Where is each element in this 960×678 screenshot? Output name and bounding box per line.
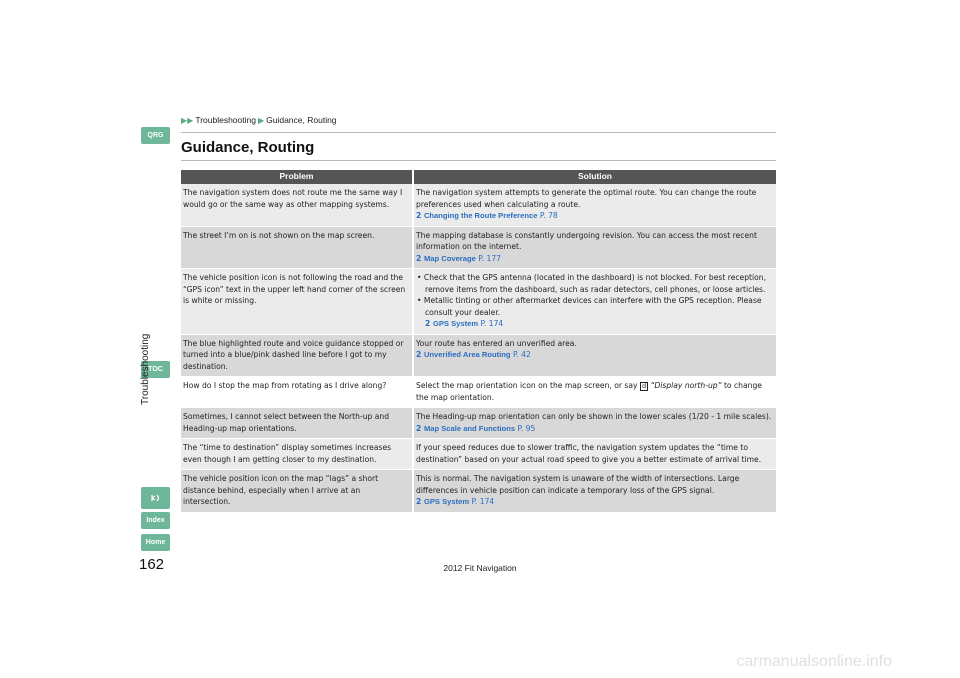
solution-cell <box>414 408 776 439</box>
cross-reference-link[interactable]: 2 Map Scale and Functions P. 95 <box>416 423 536 433</box>
cross-reference-link[interactable]: 2 Map Coverage P. 177 <box>416 253 501 263</box>
solution-cell <box>414 227 776 270</box>
breadcrumb-arrow-icon: ▶ <box>257 115 265 125</box>
table-row <box>181 439 776 470</box>
solution-cell: If your speed reduces due to slower traffic, the navigation system updates the “time to destination” based on your actual road speed to give you a better estimate of arrival time. <box>414 439 776 470</box>
solution-cell <box>414 470 776 513</box>
solution-text: This is normal. The navigation system is unaware of the width of intersections. Large differences in vehicle position can indicate a temporary loss of the GPS signal. <box>416 474 740 495</box>
solution-cell <box>414 335 776 378</box>
xref-arrow-icon: 2 <box>416 211 424 220</box>
cross-reference-link[interactable]: 2 GPS System P. 174 <box>416 497 495 506</box>
voice-command-glyph: d <box>641 382 647 390</box>
solution-text: The mapping database is constantly undergoing revision. You can access the most recent information on the internet. <box>416 230 757 251</box>
footer-text: 2012 Fit Navigation <box>443 563 517 573</box>
qrg-button[interactable]: QRG <box>141 127 170 144</box>
xref-arrow-icon: 2 <box>425 319 433 328</box>
problem-cell: The street I’m on is not shown on the map screen. <box>181 227 414 270</box>
toc-button[interactable]: TOC <box>141 361 170 378</box>
title-rule <box>181 160 776 161</box>
problem-cell: The vehicle position icon is not following the road and the “GPS icon” text in the upper left hand corner of the screen is white or missing. <box>181 269 414 335</box>
table-row <box>181 470 776 513</box>
xref-arrow-icon: 2 <box>416 423 424 433</box>
solution-cell <box>414 184 776 227</box>
solution-cell: Select the map orientation icon on the map screen, or say d “Display north-up” to change the map orientation. <box>414 377 776 408</box>
home-button[interactable]: Home <box>141 534 170 551</box>
cross-reference-link[interactable]: 2 Unverified Area Routing P. 42 <box>416 350 531 359</box>
watermark: carmanualsonline.info <box>736 653 892 670</box>
problem-cell: Sometimes, I cannot select between the North-up and Heading-up map orientations. <box>181 408 414 439</box>
xref-arrow-icon: 2 <box>416 253 424 263</box>
problem-cell: The vehicle position icon on the map “lags” a short distance behind, especially when I arrive at an intersection. <box>181 470 414 513</box>
bullet-item: • Metallic tinting or other aftermarket devices can interfere with the GPS reception. Please consult your dealer. <box>417 296 762 317</box>
problem-header: Problem <box>181 170 414 184</box>
bullet-item: • Check that the GPS antenna (located in the dashboard) is not blocked. For best reception, remove items from the dashboard, such as radar detectors, cell phones, or loose articles. <box>417 273 766 294</box>
voice-button[interactable] <box>141 487 170 509</box>
solution-text: Your route has entered an unverified area. <box>416 338 577 348</box>
cross-reference-link[interactable]: 2 Changing the Route Preference P. 78 <box>416 211 558 220</box>
cross-reference-link[interactable]: 2 GPS System P. 174 <box>425 319 504 328</box>
table-row <box>181 227 776 270</box>
troubleshooting-table <box>181 170 776 513</box>
breadcrumb-item-troubleshooting[interactable]: Troubleshooting <box>195 115 256 125</box>
solution-text: The navigation system attempts to generate the optimal route. You can change the route preferences used when calculating a route. <box>416 188 757 209</box>
problem-cell: The blue highlighted route and voice guidance stopped or turned into a blue/pink dashed line before I got to my destination. <box>181 335 414 378</box>
top-rule <box>181 132 776 133</box>
xref-arrow-icon: 2 <box>416 497 424 506</box>
table-row <box>181 269 776 335</box>
section-label: Troubleshooting <box>140 333 151 405</box>
solution-cell <box>414 269 776 335</box>
table-row <box>181 377 776 408</box>
table-row <box>181 184 776 227</box>
xref-arrow-icon: 2 <box>416 350 424 359</box>
breadcrumb-arrow-icon: ▶▶ <box>181 115 194 125</box>
breadcrumb-item-current: Guidance, Routing <box>266 115 337 125</box>
table-row <box>181 335 776 378</box>
page-title: Guidance, Routing <box>181 139 315 156</box>
problem-cell: The “time to destination” display sometimes increases even though I am getting closer to my destination. <box>181 439 414 470</box>
page-number: 162 <box>139 556 165 573</box>
problem-cell: The navigation system does not route me the same way I would go or the same way as other mapping systems. <box>181 184 414 227</box>
breadcrumb <box>181 115 337 125</box>
problem-cell: How do I stop the map from rotating as I drive along? <box>181 377 414 408</box>
table-row <box>181 408 776 439</box>
index-button[interactable]: Index <box>141 512 170 529</box>
voice-command-icon <box>150 492 162 504</box>
solution-text: The Heading-up map orientation can only be shown in the lower scales (1/20 - 1 mile scales). <box>416 412 772 421</box>
voice-command-text: “Display north-up” <box>650 381 722 390</box>
solution-header: Solution <box>414 170 776 184</box>
